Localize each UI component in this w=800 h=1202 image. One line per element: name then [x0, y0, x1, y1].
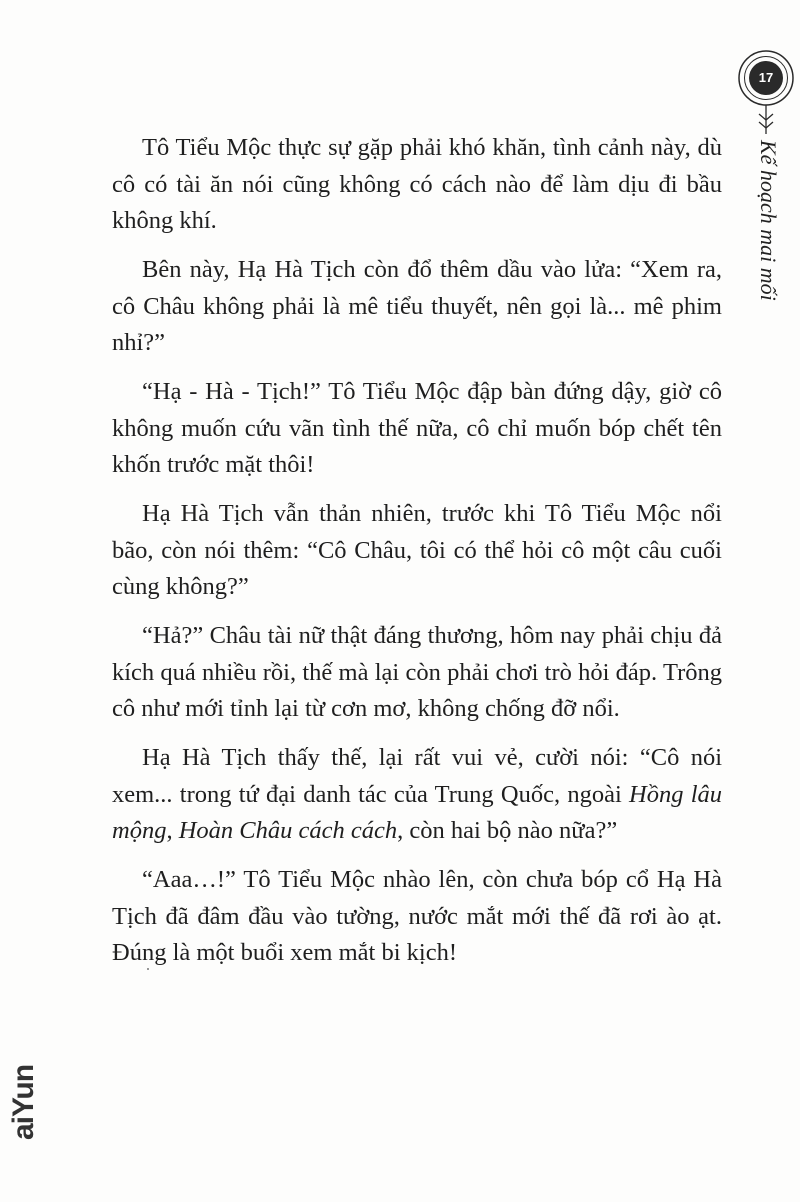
page-number-ornament [735, 44, 799, 144]
paragraph [112, 862, 722, 972]
italic-title: Hoàn Châu cách cách [178, 817, 398, 844]
text-run: “Hạ - Hà - Tịch!” Tô Tiểu Mộc đập bàn đứng dậy, giờ cô không muốn cứu vãn tình thế nữa, cô chỉ muốn bóp chết tên khốn trước mặt thôi! [112, 378, 722, 478]
text-run: Bên này, Hạ Hà Tịch còn đổ thêm dầu vào lửa: “Xem ra, cô Châu không phải là mê tiểu thuyết, nên gọi là... mê phim nhỉ?” [112, 256, 722, 356]
text-run: Hạ Hà Tịch vẫn thản nhiên, trước khi Tô Tiểu Mộc nổi bão, còn nói thêm: “Cô Châu, tôi có thể hỏi cô một câu cuối cùng không?” [112, 500, 722, 600]
paragraph [112, 740, 722, 850]
paragraph [112, 130, 722, 240]
text-run: Tô Tiểu Mộc thực sự gặp phải khó khăn, tình cảnh này, dù cô có tài ăn nói cũng không có cách nào để làm dịu đi bầu không khí. [112, 134, 722, 234]
italic-title: Hồng lâu mộng [112, 780, 722, 844]
text-run: Hạ Hà Tịch thấy thế, lại rất vui vẻ, cười nói: “Cô nói xem... trong tứ đại danh tác của Trung Quốc, ngoài [112, 744, 722, 808]
paragraph [112, 374, 722, 484]
paragraph [112, 496, 722, 606]
paragraph [112, 252, 722, 362]
page-number: 17 [758, 70, 774, 85]
body-text [112, 130, 722, 984]
text-run: “Hả?” Châu tài nữ thật đáng thương, hôm nay phải chịu đả kích quá nhiều rồi, thế mà lại còn phải chơi trò hỏi đáp. Trông cô như mới tỉnh lại từ cơn mơ, không chống đỡ nổi. [112, 622, 722, 722]
running-title: Kế hoạch mai mối [756, 140, 781, 301]
paper-speck [147, 968, 149, 970]
text-run: , [166, 817, 179, 844]
text-run: “Aaa…!” Tô Tiểu Mộc nhào lên, còn chưa bóp cổ Hạ Hà Tịch đã đâm đầu vào tường, nước mắt mới thế đã rơi ào ạt. Đúng là một buổi xem mắt bi kịch! [112, 866, 722, 966]
text-run: , còn hai bộ nào nữa?” [397, 817, 618, 844]
paragraph [112, 618, 722, 728]
publisher-logo: aiYun [7, 1064, 40, 1140]
